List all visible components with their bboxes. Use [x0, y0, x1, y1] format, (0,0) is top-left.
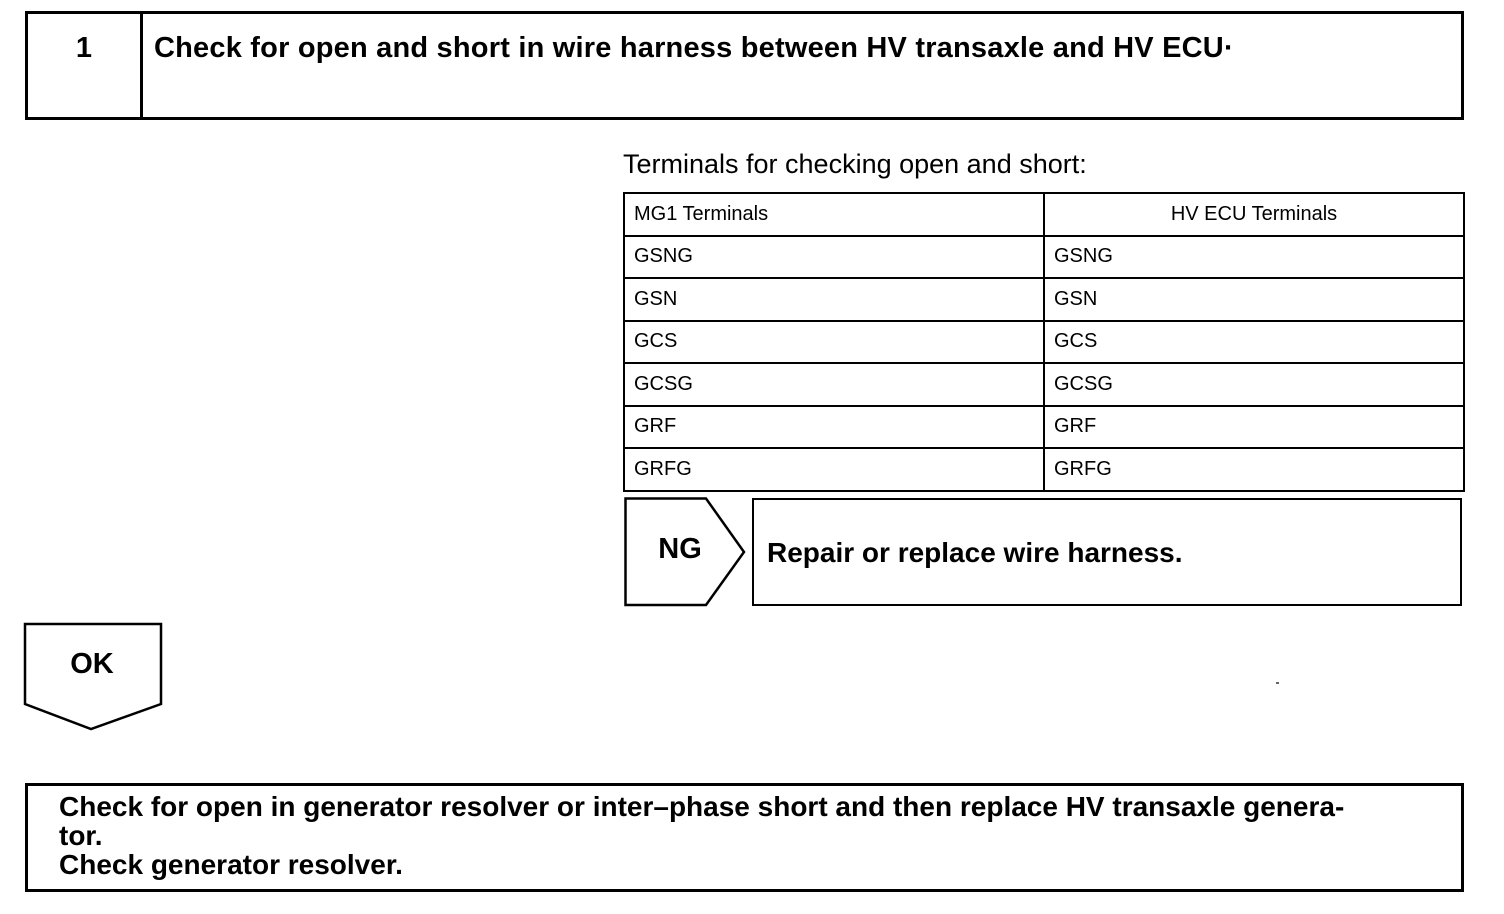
terminals-table [623, 192, 1465, 492]
hv-ecu-terminal-cell: GRFG [1044, 448, 1464, 491]
column-header-mg1: MG1 Terminals [624, 193, 1044, 236]
hv-ecu-terminal-cell: GCS [1044, 321, 1464, 364]
table-row [624, 278, 1464, 321]
hv-ecu-terminal-cell: GSN [1044, 278, 1464, 321]
step-header-box [25, 11, 1464, 120]
ok-label: OK [70, 648, 114, 680]
next-step-text [59, 792, 1454, 879]
hv-ecu-terminal-cell: GCSG [1044, 363, 1464, 406]
ng-branch-tag [624, 497, 748, 608]
hv-ecu-terminal-cell: GSNG [1044, 236, 1464, 279]
scan-speck [1276, 682, 1279, 684]
table-row [624, 363, 1464, 406]
column-header-hv-ecu: HV ECU Terminals [1044, 193, 1464, 236]
step-number-cell [28, 14, 143, 117]
table-row [624, 448, 1464, 491]
ng-label: NG [658, 533, 702, 565]
ok-branch-tag [23, 622, 165, 732]
next-step-box [25, 783, 1464, 892]
mg1-terminal-cell: GSNG [624, 236, 1044, 279]
ng-action-text: Repair or replace wire harness. [767, 537, 1183, 568]
table-row [624, 406, 1464, 449]
mg1-terminal-cell: GRFG [624, 448, 1044, 491]
step-title: Check for open and short in wire harness between HV transaxle and HV ECU· [154, 32, 1234, 64]
table-header-row [624, 193, 1464, 236]
mg1-terminal-cell: GRF [624, 406, 1044, 449]
step-number: 1 [75, 32, 93, 64]
next-step-line-2: tor. [59, 820, 103, 851]
next-step-line-1: Check for open in generator resolver or inter–phase short and then replace HV transaxle genera- [59, 791, 1345, 822]
mg1-terminal-cell: GCSG [624, 363, 1044, 406]
next-step-line-3: Check generator resolver. [59, 849, 403, 880]
hv-ecu-terminal-cell: GRF [1044, 406, 1464, 449]
table-row [624, 236, 1464, 279]
ng-action-box [752, 498, 1462, 606]
mg1-terminal-cell: GSN [624, 278, 1044, 321]
terminals-caption: Terminals for checking open and short: [623, 149, 1087, 179]
table-row [624, 321, 1464, 364]
mg1-terminal-cell: GCS [624, 321, 1044, 364]
